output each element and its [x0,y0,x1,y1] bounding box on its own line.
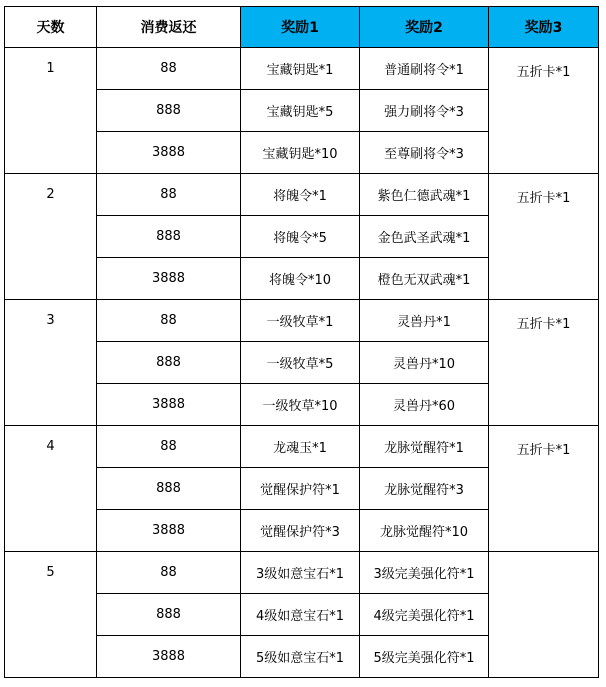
reward2-cell: 橙色无双武魂*1 [360,258,489,300]
reward1-cell: 觉醒保护符*3 [241,510,360,552]
spend-cell: 88 [97,426,241,468]
reward2-cell: 至尊刷将令*3 [360,132,489,174]
reward2-cell: 3级完美强化符*1 [360,552,489,594]
reward2-cell: 龙脉觉醒符*1 [360,426,489,468]
reward1-cell: 3级如意宝石*1 [241,552,360,594]
table-row [5,426,599,468]
spend-cell: 888 [97,90,241,132]
reward2-cell: 普通刷将令*1 [360,48,489,90]
spend-cell: 888 [97,342,241,384]
reward2-cell: 紫色仁德武魂*1 [360,174,489,216]
spend-cell: 3888 [97,636,241,678]
table-row [5,174,599,216]
header-reward1: 奖励1 [241,7,360,48]
reward3-cell: 五折卡*1 [489,174,599,300]
reward1-cell: 宝藏钥匙*1 [241,48,360,90]
spend-cell: 888 [97,468,241,510]
reward1-cell: 将魄令*1 [241,174,360,216]
reward2-cell: 金色武圣武魂*1 [360,216,489,258]
header-spend: 消费返还 [97,7,241,48]
spend-cell: 88 [97,300,241,342]
spend-cell: 3888 [97,384,241,426]
reward3-cell: 五折卡*1 [489,48,599,174]
header-reward3: 奖励3 [489,7,599,48]
reward2-cell: 强力刷将令*3 [360,90,489,132]
reward2-cell: 灵兽丹*1 [360,300,489,342]
spend-cell: 3888 [97,258,241,300]
reward1-cell: 将魄令*10 [241,258,360,300]
table-row [5,552,599,594]
reward1-cell: 一级牧草*1 [241,300,360,342]
reward2-cell: 灵兽丹*60 [360,384,489,426]
reward-table [4,6,599,678]
reward1-cell: 5级如意宝石*1 [241,636,360,678]
reward3-cell: 五折卡*1 [489,426,599,552]
spend-cell: 888 [97,216,241,258]
reward1-cell: 将魄令*5 [241,216,360,258]
reward2-cell: 5级完美强化符*1 [360,636,489,678]
reward2-cell: 龙脉觉醒符*10 [360,510,489,552]
spend-cell: 88 [97,48,241,90]
day-cell: 3 [5,300,97,426]
table-row [5,48,599,90]
header-day: 天数 [5,7,97,48]
header-reward2: 奖励2 [360,7,489,48]
reward1-cell: 宝藏钥匙*10 [241,132,360,174]
reward1-cell: 觉醒保护符*1 [241,468,360,510]
spend-cell: 888 [97,594,241,636]
spend-cell: 88 [97,174,241,216]
spend-cell: 3888 [97,510,241,552]
table-body [5,48,599,678]
spend-cell: 3888 [97,132,241,174]
reward3-cell [489,552,599,678]
reward1-cell: 一级牧草*10 [241,384,360,426]
reward1-cell: 一级牧草*5 [241,342,360,384]
day-cell: 4 [5,426,97,552]
day-cell: 5 [5,552,97,678]
reward1-cell: 4级如意宝石*1 [241,594,360,636]
day-cell: 1 [5,48,97,174]
reward1-cell: 宝藏钥匙*5 [241,90,360,132]
day-cell: 2 [5,174,97,300]
reward2-cell: 4级完美强化符*1 [360,594,489,636]
reward2-cell: 龙脉觉醒符*3 [360,468,489,510]
reward1-cell: 龙魂玉*1 [241,426,360,468]
reward2-cell: 灵兽丹*10 [360,342,489,384]
reward3-cell: 五折卡*1 [489,300,599,426]
spend-cell: 88 [97,552,241,594]
table-row [5,300,599,342]
header-row [5,7,599,48]
